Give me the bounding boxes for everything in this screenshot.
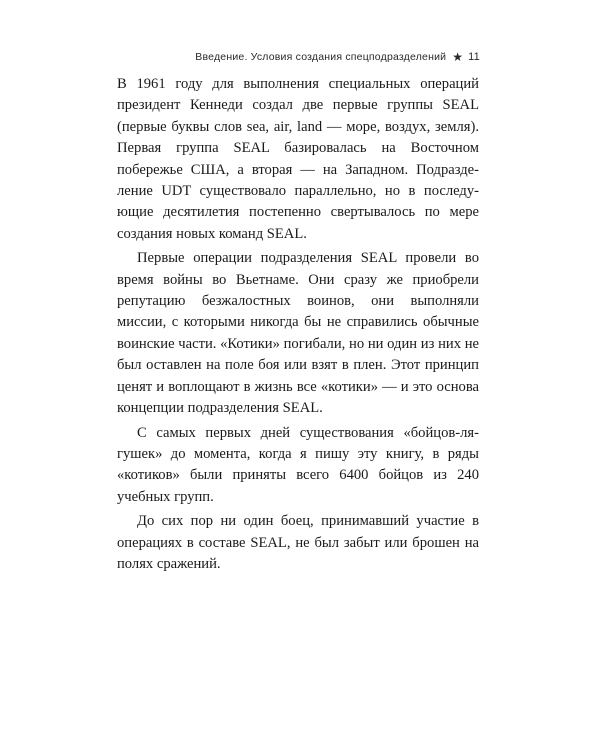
page-number: 11 — [468, 51, 480, 63]
star-icon: ★ — [452, 50, 464, 64]
running-head — [118, 50, 480, 64]
paragraph-4: До сих пор ни один боец, принимавший участие в операциях в составе SEAL, не был забыт или брошен на полях сражений. — [117, 513, 479, 572]
chapter-title: Введение. Условия создания спецподразделений — [195, 51, 447, 63]
paragraph-1: В 1961 году для выполнения специальных операций президент Кеннеди создал две первые группы SEAL (первые буквы слов sea, air, land — море, воздух, земля). Первая группа SEAL базировалась на Восточном побережье США, а вторая — на Западном. Подразделение UDT существовало параллельно, но в последующие десятилетия постепенно свертывалось по мере создания новых команд SEAL. — [117, 76, 479, 242]
paragraph-3: С самых первых дней существования «бойцов-лягушек» до момента, когда я пишу эту книгу, в ряды «котиков» были приняты всего 6400 бойцов из 240 учебных групп. — [117, 424, 479, 505]
paragraph-2: Первые операции подразделения SEAL провели во время войны во Вьетнаме. Они сразу же приобрели репутацию безжалостных воинов, они выполняли миссии, с которыми никогда бы не справились обычные воинские части. «Котики» погибали, но ни один из них не был оставлен на поле боя или взят в плен. Этот принцип ценят и воплощают в жизнь все «котики» — и это основа концепции подразделения SEAL. — [117, 250, 479, 417]
body-text — [117, 74, 479, 578]
